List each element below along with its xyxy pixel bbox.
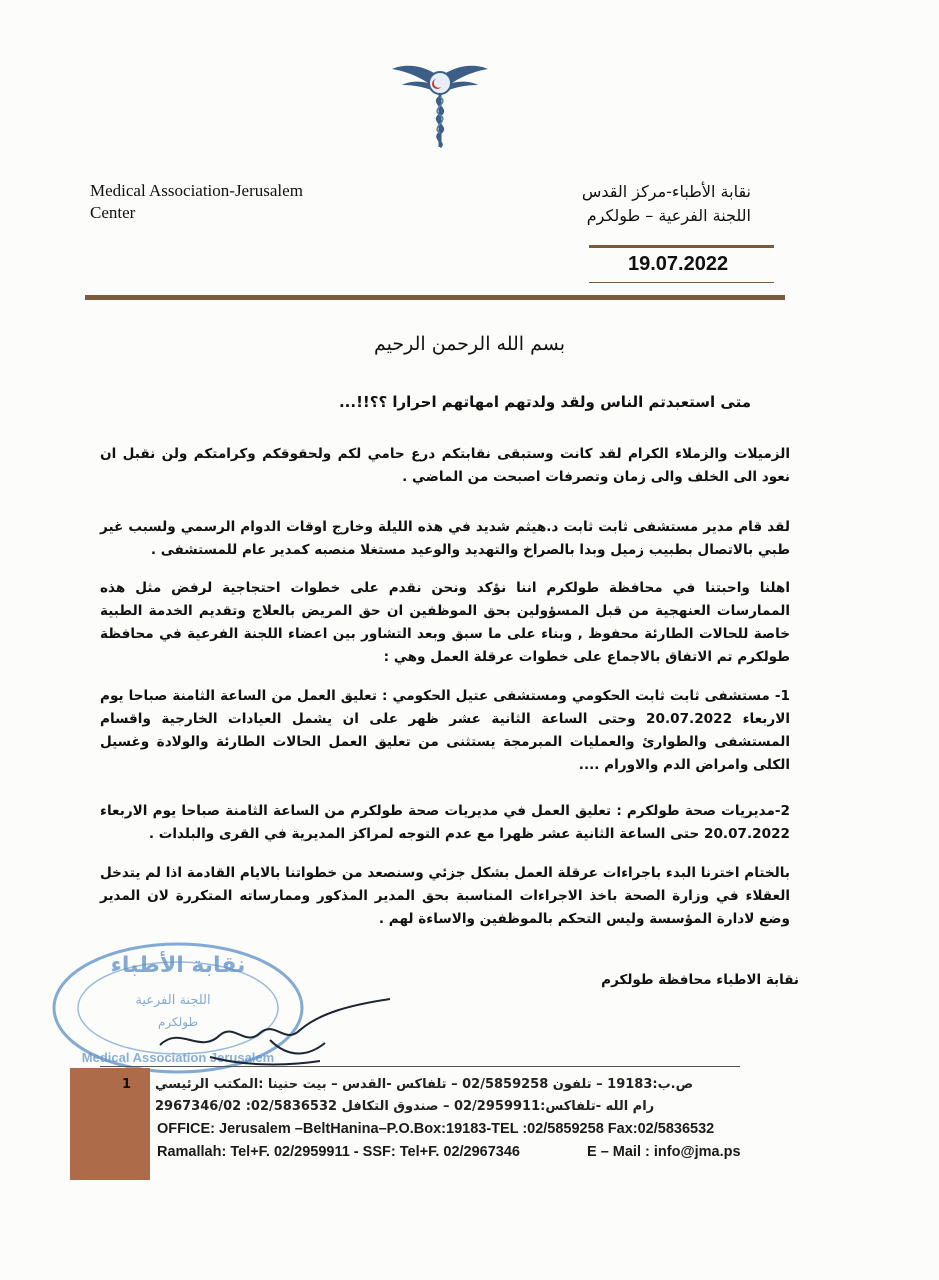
org-name-arabic-line1: نقابة الأطباء-مركز القدس xyxy=(581,182,751,201)
date-divider-bottom xyxy=(589,282,774,283)
page-number: 1 xyxy=(122,1077,132,1092)
paragraph-greeting: الزميلات والزملاء الكرام لقد كانت وستبقى نقابتكم درع حامي لكم ولحقوقكم وكرامتكم ولن نقبل ان نعود الى الخلف والى زمان وتصرفات اصبحت من الماضي . xyxy=(100,446,790,485)
basmala: بسم الله الرحمن الرحيم xyxy=(374,333,565,355)
letter-date: 19.07.2022 xyxy=(628,253,729,275)
footer-color-block xyxy=(70,1068,150,1180)
footer-english-line1: OFFICE: Jerusalem –BeltHanina–P.O.Box:19183-TEL :02/5859258 Fax:02/5836532 xyxy=(157,1121,715,1137)
org-name-arabic-line2: اللجنة الفرعية – طولكرم xyxy=(586,206,751,225)
date-divider-top xyxy=(589,245,774,248)
footer-rule xyxy=(100,1066,740,1067)
caduceus-logo-icon xyxy=(390,55,490,150)
stamp-text-mid: اللجنة الفرعية xyxy=(135,993,211,1008)
footer-arabic-line1: ص.ب:19183 – تلفون 02/5859258 – تلفاكس -القدس – بيت حنينا :المكتب الرئيسي xyxy=(155,1077,694,1092)
paragraph-step-2: 2-مديريات صحة طولكرم : تعليق العمل في مديريات صحة طولكرم من الساعة الثامنة صباحا يوم الاربعاء 20.07.2022 حتى الساعة الثانية عشر ظهرا مع عدم التوجه لمراكز المديرية في القرى والبلدات . xyxy=(100,803,790,842)
org-name-arabic xyxy=(582,180,751,228)
stamp-text-low: طولكرم xyxy=(157,1015,199,1029)
header-rule xyxy=(85,295,785,300)
handwritten-signature xyxy=(150,985,420,1075)
footer-email: E – Mail : info@jma.ps xyxy=(587,1144,741,1160)
paragraph-incident: لقد قام مدير مستشفى ثابت ثابت د.هيثم شديد في هذه الليلة وخارج اوقات الدوام الرسمي ولسبب غير طبي بالاتصال بطبيب زميل وبدا بالصراخ والتهديد والوعيد مستغلا منصبه كمدير عام للمستشفى . xyxy=(100,519,790,558)
org-name-english-line2: Center xyxy=(90,203,136,222)
stamp-text-top: نقابة الأطباء xyxy=(110,953,246,978)
letter-title: متى استعبدتم الناس ولقد ولدتهم امهاتهم احرارا ؟؟!!... xyxy=(338,393,751,411)
stamp-text-english: Medical Association Jerusalem xyxy=(81,1050,275,1065)
org-name-english xyxy=(90,180,303,224)
footer-arabic-line2: رام الله -تلفاكس:02/2959911 – صندوق التكافل 02/5836532: 2967346/02 xyxy=(155,1099,655,1114)
org-name-english-line1: Medical Association-Jerusalem xyxy=(90,181,303,200)
paragraph-step-1: 1- مستشفى ثابت ثابت الحكومي ومستشفى عتيل الحكومي : تعليق العمل من الساعة الثامنة صباحا يوم الاربعاء 20.07.2022 وحتى الساعة الثانية عشر ظهر على ان يشمل العيادات الخارجية واقسام المستشفى والطوارئ والعمليات المبرمجة يستثنى من تعليق العمل الحالات الطارئة والولادة وغسيل الكلى وامراض الدم والاورام .... xyxy=(100,688,791,773)
paragraph-closing: بالختام اخترنا البدء باجراءات عرقلة العمل بشكل جزئي وسنصعد من خطواتنا بالايام القادمة اذا لم يتدخل العقلاء في وزارة الصحة باخذ الاجراءات المناسبة بحق المدير المذكور وممارساته المتكررة لان المدير وضع لادارة المؤسسة وليس التحكم بالموظفين والاساءة لهم . xyxy=(100,865,790,927)
paragraph-announcement: اهلنا واحبتنا في محافظة طولكرم اننا نؤكد ونحن نقدم على خطوات احتجاجية لرفض مثل هذه الممارسات العنهجية من قبل المسؤولين بحق الموظفين ان حق المريض بالعلاج وتقديم الخدمة الطبية خاصة للحالات الطارئة محفوظ , وبناء على ما سبق وبعد التشاور بين اعضاء اللجنة الفرعية في محافظة طولكرم تم الاتفاق بالاجماع على خطوات عرقلة العمل وهي : xyxy=(100,580,790,665)
signatory-org: نقابة الاطباء محافظة طولكرم xyxy=(601,972,799,988)
footer-english-line2: Ramallah: Tel+F. 02/2959911 - SSF: Tel+F. 02/2967346 xyxy=(157,1144,520,1160)
